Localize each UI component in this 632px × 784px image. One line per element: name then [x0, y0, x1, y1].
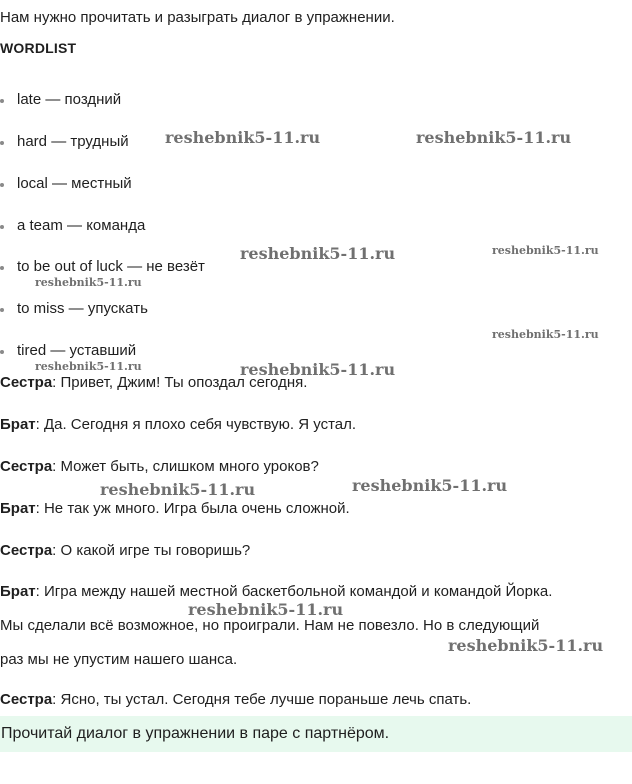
wordlist-item: to miss — упускать [17, 299, 148, 319]
wordlist-item: a team — команда [17, 216, 145, 236]
bullet-icon [0, 266, 4, 270]
dialogue-line: Сестра: Ясно, ты устал. Сегодня тебе лучше пораньше лечь спать. [0, 691, 472, 708]
dialogue-line: Мы сделали всё возможное, но проиграли. Нам не повезло. Но в следующий [0, 617, 540, 634]
wordlist-item: hard — трудный [17, 132, 129, 152]
intro-text: Нам нужно прочитать и разыграть диалог в упражнении. [0, 9, 395, 26]
bullet-icon [0, 225, 4, 229]
speaker-label: Сестра [0, 374, 53, 391]
watermark: reshebnik5-11.ru [352, 476, 508, 495]
watermark: reshebnik5-11.ru [448, 636, 604, 655]
watermark: reshebnik5-11.ru [492, 244, 599, 257]
bullet-icon [0, 183, 4, 187]
speaker-label: Сестра [0, 542, 53, 559]
wordlist-item: tired — уставший [17, 341, 136, 361]
watermark: reshebnik5-11.ru [188, 600, 344, 619]
bullet-icon [0, 99, 4, 103]
speaker-label: Брат [0, 416, 36, 433]
dialogue-line: Сестра: Привет, Джим! Ты опоздал сегодня. [0, 374, 308, 391]
dialogue-line: Брат: Не так уж много. Игра была очень сложной. [0, 500, 350, 517]
speaker-label: Сестра [0, 458, 53, 475]
bullet-icon [0, 350, 4, 354]
watermark: reshebnik5-11.ru [416, 128, 572, 147]
watermark: reshebnik5-11.ru [240, 360, 396, 379]
speaker-label: Брат [0, 583, 36, 600]
bullet-icon [0, 141, 4, 145]
wordlist-item: to be out of luck — не везёт [17, 257, 205, 277]
wordlist-heading: WORDLIST [0, 40, 77, 56]
watermark: reshebnik5-11.ru [240, 244, 396, 263]
watermark: reshebnik5-11.ru [35, 276, 142, 289]
dialogue-line: Брат: Игра между нашей местной баскетбольной командой и командой Йорка. [0, 583, 553, 600]
dialogue-line: Брат: Да. Сегодня я плохо себя чувствую. Я устал. [0, 416, 357, 433]
speaker-label: Брат [0, 500, 36, 517]
watermark: reshebnik5-11.ru [165, 128, 321, 147]
watermark: reshebnik5-11.ru [492, 328, 599, 341]
speaker-label: Сестра [0, 691, 53, 708]
task-banner: Прочитай диалог в упражнении в паре с партнёром. [0, 716, 632, 752]
watermark: reshebnik5-11.ru [35, 360, 142, 373]
bullet-icon [0, 308, 4, 312]
dialogue-line: раз мы не упустим нашего шанса. [0, 651, 238, 668]
dialogue-line: Сестра: Может быть, слишком много уроков? [0, 458, 319, 475]
wordlist-item: late — поздний [17, 90, 121, 110]
dialogue-line: Сестра: О какой игре ты говоришь? [0, 542, 251, 559]
wordlist-item: local — местный [17, 174, 132, 194]
watermark: reshebnik5-11.ru [100, 480, 256, 499]
